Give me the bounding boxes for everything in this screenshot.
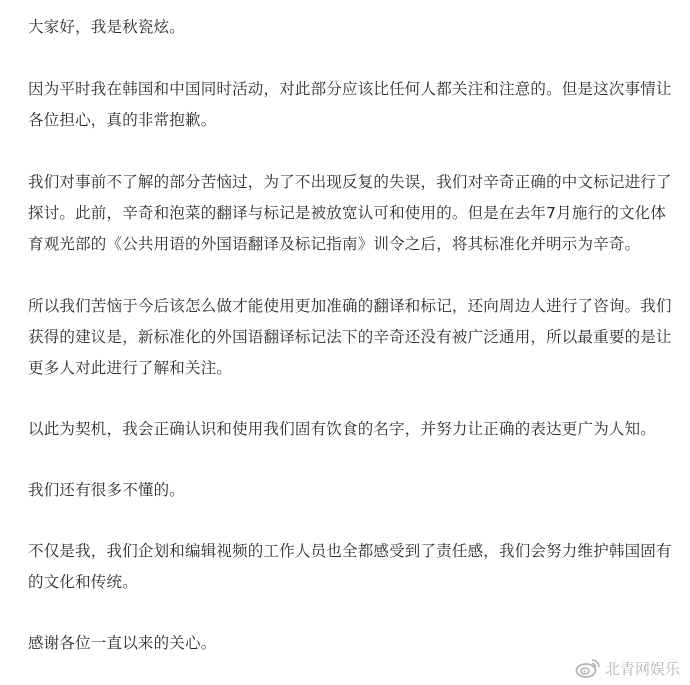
apology-paragraph: 因为平时我在韩国和中国同时活动，对此部分应该比任何人都关注和注意的。但是这次事情让各位担心，真的非常抱歉。 — [28, 80, 672, 129]
commitment-paragraph: 以此为契机，我会正确认识和使用我们固有饮食的名字，并努力让正确的表达更广为人知。 — [28, 420, 657, 438]
source-watermark — [575, 657, 680, 679]
humility-paragraph: 我们还有很多不懂的。 — [28, 481, 186, 499]
thanks-paragraph: 感谢各位一直以来的关心。 — [28, 634, 217, 652]
statement-letter — [28, 12, 676, 659]
weibo-logo-icon — [575, 657, 601, 679]
watermark-text: 北青网娱乐 — [604, 659, 680, 678]
staff-responsibility-paragraph: 不仅是我，我们企划和编辑视频的工作人员也全都感受到了责任感，我们会努力维护韩国固有的文化和传统。 — [28, 542, 672, 591]
greeting-paragraph: 大家好，我是秋瓷炫。 — [28, 18, 186, 36]
translation-explanation-paragraph: 我们对事前不了解的部分苦恼过，为了不出现反复的失误，我们对辛奇正确的中文标记进行了探讨。此前，辛奇和泡菜的翻译与标记是被放宽认可和使用的。但是在去年7月施行的文化体育观光部的《公共用语的外国语翻译及标记指南》训令之后，将其标准化并明示为辛奇。 — [28, 173, 672, 253]
consultation-paragraph: 所以我们苦恼于今后该怎么做才能使用更加准确的翻译和标记，还向周边人进行了咨询。我们获得的建议是，新标准化的外国语翻译标记法下的辛奇还没有被广泛通用，所以最重要的是让更多人对此进行了解和关注。 — [28, 297, 672, 377]
